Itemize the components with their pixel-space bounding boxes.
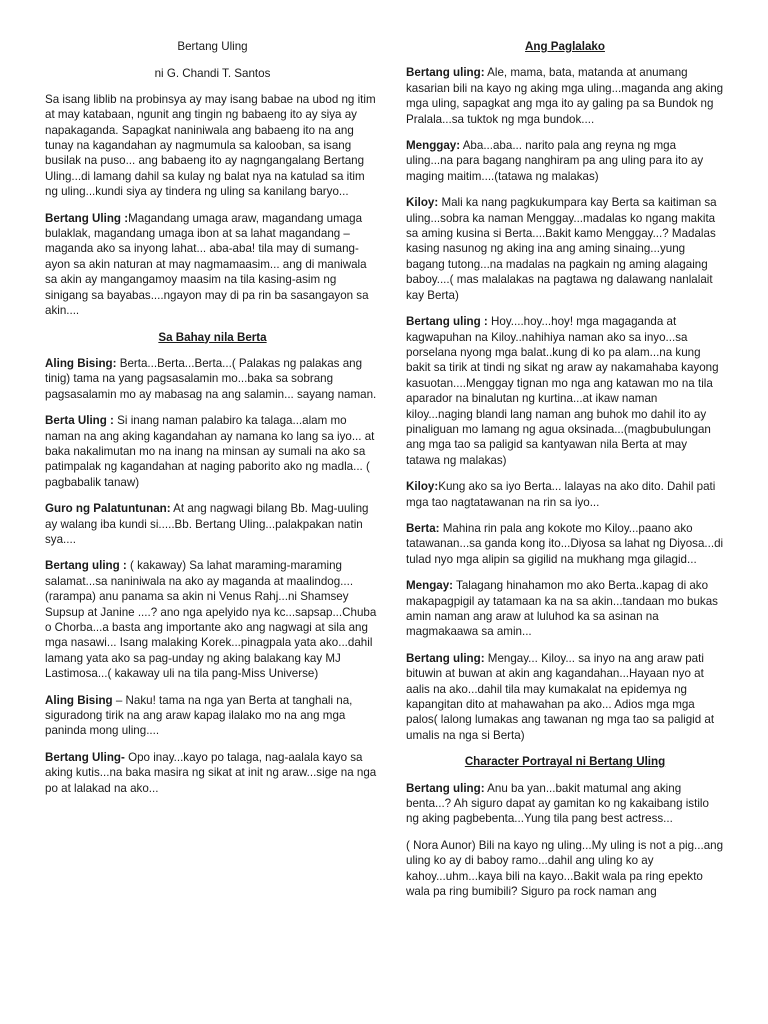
dialogue-paragraph bbox=[406, 314, 724, 468]
speaker-name: Bertang uling : bbox=[45, 559, 127, 573]
speaker-name: Bertang uling: bbox=[406, 66, 485, 80]
dialogue-paragraph bbox=[406, 138, 724, 184]
dialogue-paragraph bbox=[45, 413, 380, 490]
speaker-name: Kiloy: bbox=[406, 480, 439, 494]
dialogue-paragraph bbox=[406, 781, 724, 827]
dialogue-text: At ang nagwagi bilang Bb. Mag-uuling ay walang iba kundi si.....Bb. Bertang Uling...palakpakan natin sya.... bbox=[45, 502, 369, 546]
author-line: ni G. Chandi T. Santos bbox=[154, 67, 271, 81]
dialogue-text: Mali ka nang pagkukumpara kay Berta sa kaitiman sa uling...sobra ka naman Menggay...madalas ko ngang makita sa aming kusina si Berta....Bakit kamo Menggay...? Madalas kasing nasunog ng aking ina ang aming sinaing...yung bagang tutong...na madalas na pagkain ng aming alagaing baboy....( mas malalakas na pagtawa ng dalawang nanlalait kay Berta) bbox=[406, 196, 717, 302]
speaker-name: Berta: bbox=[406, 521, 440, 535]
speaker-name: Aling Bising: bbox=[45, 356, 117, 370]
speaker-name: Bertang uling: bbox=[406, 651, 485, 665]
dialogue-text: Si inang naman palabiro ka talaga...alam mo naman na ang aking kagandahan ay namana ko lang sa iyo... at baka nakalimutan mo na inang na minsan ay sumali na ako sa patimpalak ng kagandahan at naging paborito ako ng madla... ( pagbabalik tanaw) bbox=[45, 414, 375, 489]
dialogue-paragraph bbox=[45, 750, 380, 796]
speaker-name: Berta Uling : bbox=[45, 414, 114, 428]
dialogue-paragraph bbox=[45, 693, 380, 739]
dialogue-paragraph bbox=[406, 651, 724, 743]
dialogue-text: ( kakaway) Sa lahat maraming-maraming salamat...sa naniniwala na ako ay maganda at maalindog....(rarampa) anu panama sa akin ni Venus Rahj...ni Shamsey Supsup at Janine ....? ano nga apelyido nya kc...sapsap...Chuba o Chorba...a basta ang importante ako ang nagwagi at sila ang mga nasawi... Isang malaking Korek...pinagpala yata ako...dahil lamang yata ako sa pag-unday ng aking balakang kay MJ Lastimosa...( kakaway uli na tila pang-Miss Universe) bbox=[45, 559, 377, 681]
dialogue-paragraph bbox=[45, 211, 380, 319]
dialogue-paragraph bbox=[406, 65, 724, 127]
section-heading: Sa Bahay nila Berta bbox=[158, 330, 267, 344]
dialogue-text: Talagang hinahamon mo ako Berta..kapag di ako makapagpigil ay tatamaan ka na sa akin...tandaan mo bukas amin naman ang araw at luluhod ka sa asinan na magmakaawa sa amin... bbox=[406, 579, 718, 639]
dialogue-text: Mahina rin pala ang kokote mo Kiloy...paano ako tatawanan...sa ganda kong ito...Diyosa sa lahat ng Diyosa...di tulad nyo mga alipin sa gigilid na mukhang mga gilagid... bbox=[406, 521, 724, 566]
intro-paragraph: Sa isang liblib na probinsya ay may isang babae na ubod ng itim at may katabaan, ngunit ang tingin ng babaeng ito ay siya ay napakaganda. Sapagkat naniniwala ang babaeng ito na ang tunay na kagandahan ay nagmumula sa kalooban, sa isang busilak na puso... ang babaeng ito ay nagngangalang Bertang Uling...di lamang dahil sa kulay ng balat nya na katulad sa itim ng uling...kundi siya ay tindera ng uling sa kanilang baryo... bbox=[45, 92, 376, 199]
speaker-name: Guro ng Palatuntunan: bbox=[45, 502, 171, 516]
left-column bbox=[45, 39, 380, 807]
speaker-name: Bertang uling: bbox=[406, 781, 485, 795]
dialogue-paragraph bbox=[45, 356, 380, 402]
dialogue-paragraph bbox=[406, 578, 724, 640]
dialogue-paragraph bbox=[45, 558, 380, 681]
document-title: Bertang Uling bbox=[177, 40, 248, 53]
dialogue-paragraph bbox=[406, 521, 724, 567]
speaker-name: Aling Bising bbox=[45, 693, 113, 707]
dialogue-text: Magandang umaga araw, magandang umaga bulaklak, magandang umaga ibon at sa lahat magandang –maganda ako sa inyong lahat... aba-aba! tila may di sumang-ayon sa akin naturan at may nagmamaasim... ang di maniwala sa akin ay mangangamoy maasim na tila kasing-asim ng sinigang sa bayabas....ngayon may di pa rin ba sasangayon sa akin.... bbox=[45, 211, 369, 318]
dialogue-text: – Naku! tama na nga yan Berta at tanghali na, siguradong tirik na ang araw kapag ilalako mo na ang mga paninda mong uling.... bbox=[45, 693, 353, 738]
dialogue-paragraph bbox=[406, 195, 724, 303]
speaker-name: Bertang uling : bbox=[406, 315, 488, 329]
dialogue-paragraph: ( Nora Aunor) Bili na kayo ng uling...My uling is not a pig...ang uling ko ay di baboy ramo...dahil ang uling ko ay kahoy...uhm...kaya bili na kayo...Bakit wala pa ring epekto wala pa ring bumibili? Siguro pa rock naman ang bbox=[406, 838, 724, 899]
section-heading: Character Portrayal ni Bertang Uling bbox=[464, 755, 666, 769]
section-heading: Ang Paglalako bbox=[525, 40, 605, 53]
speaker-name: Mengay: bbox=[406, 579, 454, 593]
dialogue-text: Berta...Berta...Berta...( Palakas ng palakas ang tinig) tama na yang pagsasalamin mo...baka sa sobrang pagsasalamin mo ay mabasag na ang salamin... sayang naman. bbox=[45, 356, 377, 401]
dialogue-text: Kung ako sa iyo Berta... lalayas na ako dito. Dahil pati mga tao nagtatawanan na rin sa iyo... bbox=[406, 480, 716, 509]
dialogue-text: Mengay... Kiloy... sa inyo na ang araw pati bituwin at buwan at akin ang kagandahan...Hayaan nyo at aalis na ako...dahil tila may kumakalat na epidemya ng kapangitan dito at mahawahan pa ako... Adios mga mga palos( lalong lumakas ang tawanan ng mga tao sa paligid at umalis na nga si Berta) bbox=[406, 651, 715, 742]
dialogue-text: Aba...aba... narito pala ang reyna ng mga uling...na para bagang nanghiram pa ang uling para ito ay maging maitim....(tatawa ng malakas) bbox=[406, 139, 704, 183]
dialogue-text: Hoy....hoy...hoy! mga magaganda at kagwapuhan na Kiloy..nahihiya naman ako sa inyo...sa porselana nyong mga balat..kung di ko pa alam...na kung bakit sa tirik at tindi ng sikat ng araw ay nakamahaba kayong kasuotan....Menggay tignan mo nga ang katawan mo na tila aparador na binalutan ng kurtina...at ikaw naman kiloy...naging blandi lang naman ang buhok mo dahil ito ay pinaliguan mo lamang ng agua oksinada...(magbubulungan ang mga tao sa paligid sa kantyawan nila Berta at may tatawa ng malakas) bbox=[406, 315, 719, 467]
dialogue-text: Anu ba yan...bakit matumal ang aking benta...? Ah siguro dapat ay gamitan ko ng kakaibang istilo ng aking pagbebenta...Yung tila pang best actress... bbox=[406, 781, 709, 826]
speaker-name: Kiloy: bbox=[406, 196, 439, 210]
dialogue-paragraph bbox=[45, 501, 380, 547]
dialogue-text: Ale, mama, bata, matanda at anumang kasarian bili na kayo ng aking mga uling...maganda ang aking mga uling, sapagkat ang mga ito ay galing pa sa Bundok ng Pralala...sa tuktok ng mga bundok.... bbox=[406, 66, 724, 126]
speaker-name: Bertang Uling : bbox=[45, 211, 129, 225]
speaker-name: Bertang Uling- bbox=[45, 750, 125, 764]
dialogue-text: Opo inay...kayo po talaga, nag-aalala kayo sa aking kutis...na baka masira ng sikat at init ng araw...sige na nga po at lalakad na ako... bbox=[45, 750, 377, 795]
speaker-name: Menggay: bbox=[406, 139, 461, 153]
right-column bbox=[406, 39, 724, 911]
dialogue-paragraph bbox=[406, 479, 724, 510]
